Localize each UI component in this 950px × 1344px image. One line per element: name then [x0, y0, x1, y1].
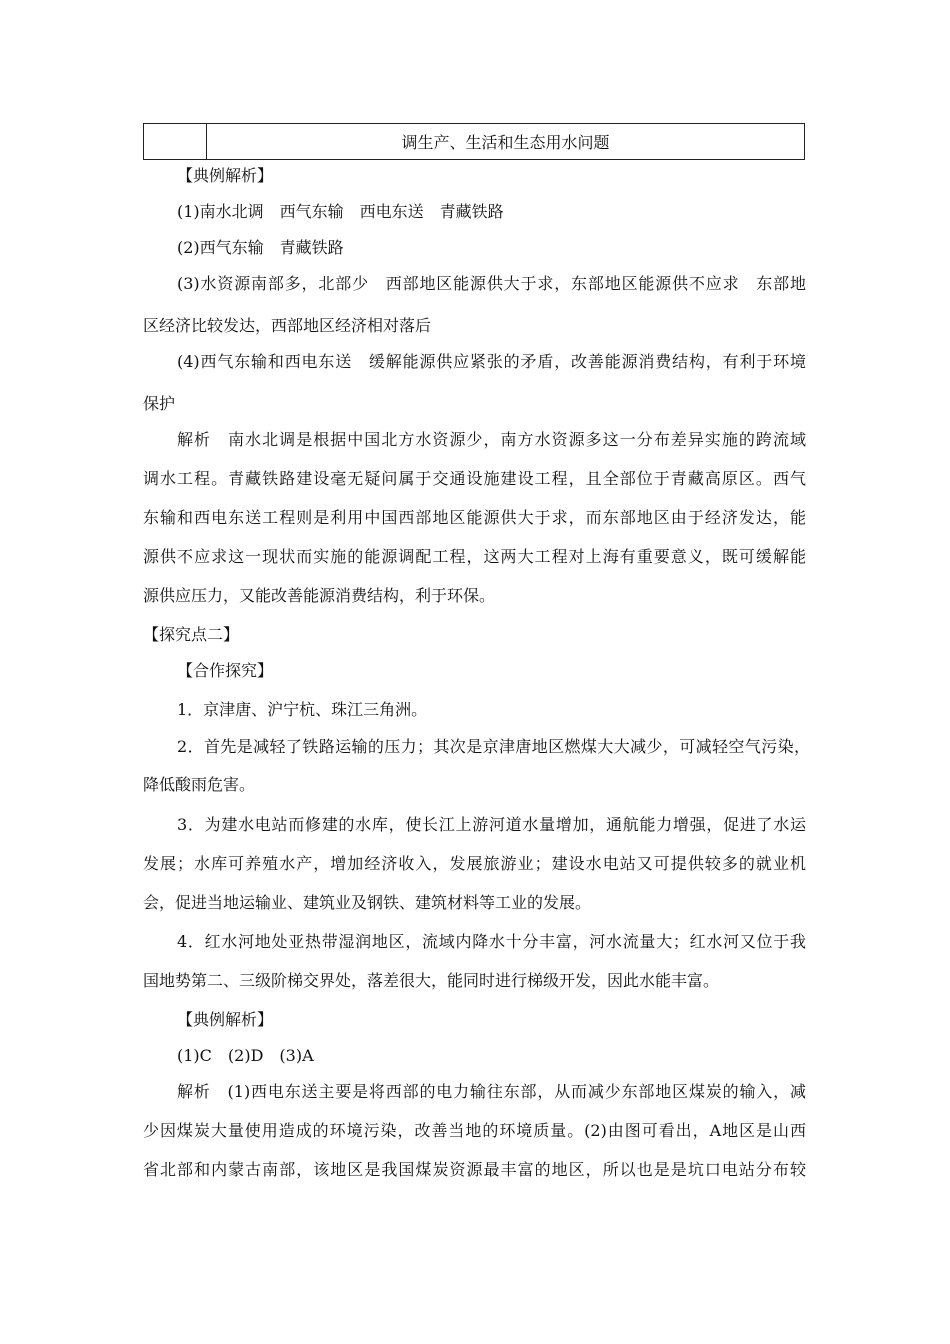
answer-line: 国地势第二、三级阶梯交界处，落差很大，能同时进行梯级开发，因此水能丰富。	[143, 971, 720, 990]
answer-line: 会，促进当地运输业、建筑业及钢铁、建筑材料等工业的发展。	[143, 893, 592, 912]
answer-line: (1)C (2)D (3)A	[177, 1046, 314, 1065]
analysis-line: 东输和西电东送工程则是利用中国西部地区能源供大于求，而东部地区由于经济发达，能	[143, 508, 806, 527]
section-heading: 【探究点二】	[143, 625, 240, 644]
answer-line: 2．首先是减轻了铁路运输的压力；其次是京津唐地区燃煤大大减少，可减轻空气污染，	[177, 737, 810, 756]
section-heading: 【合作探究】	[177, 661, 274, 680]
answer-line: 1．京津唐、沪宁杭、珠江三角洲。	[177, 700, 428, 719]
analysis-line: 源供不应求这一现状而实施的能源调配工程，这两大工程对上海有重要意义，既可缓解能	[143, 547, 806, 566]
table-fragment	[143, 123, 805, 160]
answer-line: (2)西气东输 青藏铁路	[177, 238, 344, 257]
answer-line: 发展；水库可养殖水产，增加经济收入，发展旅游业；建设水电站又可提供较多的就业机	[143, 854, 806, 873]
answer-line: 3．为建水电站而修建的水库，使长江上游河道水量增加，通航能力增强，促进了水运	[177, 815, 806, 834]
answer-line: (4)西气东输和西电东送 缓解能源供应紧张的矛盾，改善能源消费结构，有利于环境	[177, 352, 806, 371]
answer-line: 4．红水河地处亚热带湿润地区，流域内降水十分丰富，河水流量大；红水河又位于我	[177, 932, 806, 951]
answer-line: 保护	[143, 394, 176, 413]
answer-line: 区经济比较发达，西部地区经济相对落后	[143, 316, 432, 335]
section-heading: 【典例解析】	[177, 1010, 274, 1029]
analysis-line: 解析 南水北调是根据中国北方水资源少，南方水资源多这一分布差异实施的跨流域	[177, 430, 806, 449]
answer-line: 降低酸雨危害。	[143, 775, 256, 794]
table-cell: 调生产、生活和生态用水问题	[401, 133, 610, 152]
analysis-line: 省北部和内蒙古南部，该地区是我国煤炭资源最丰富的地区，所以也是是坑口电站分布较	[143, 1160, 806, 1179]
analysis-line: 少因煤炭大量使用造成的环境污染，改善当地的环境质量。(2)由图可看出，A地区是山西	[143, 1121, 806, 1140]
analysis-line: 解析 (1)西电东送主要是将西部的电力输往东部，从而减少东部地区煤炭的输入，减	[177, 1082, 806, 1101]
analysis-line: 调水工程。青藏铁路建设毫无疑问属于交通设施建设工程，且全部位于青藏高原区。西气	[143, 469, 806, 488]
answer-line: (1)南水北调 西气东输 西电东送 青藏铁路	[177, 202, 504, 221]
answer-line: (3)水资源南部多，北部少 西部地区能源供大于求，东部地区能源供不应求 东部地	[177, 274, 806, 293]
analysis-line: 源供应压力，又能改善能源消费结构，利于环保。	[143, 586, 496, 605]
section-heading: 【典例解析】	[177, 166, 274, 185]
